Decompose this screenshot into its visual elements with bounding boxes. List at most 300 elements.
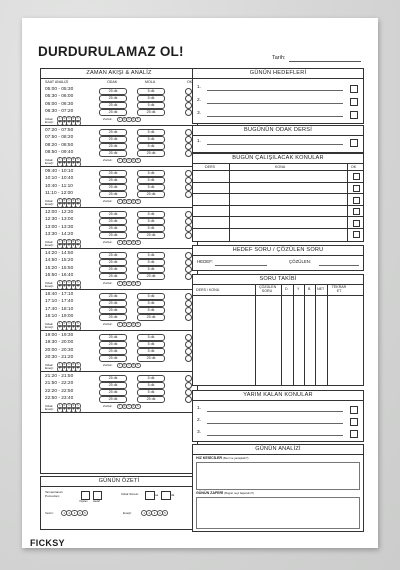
focus-duration-pill[interactable]: 25 dk [99, 259, 127, 266]
break-duration-pill[interactable]: 5 dk [137, 129, 165, 136]
time-slot[interactable]: 11:10 - 12:00 [45, 190, 73, 196]
difficulty-rating-dot[interactable]: 2 [122, 199, 128, 205]
break-duration-pill[interactable]: 25 dk [137, 273, 165, 280]
energy-rating-dot[interactable]: 5 [75, 243, 81, 249]
focus-duration-pill[interactable]: 25 dk [99, 150, 127, 157]
focus-duration-pill[interactable]: 25 dk [99, 355, 127, 362]
focus-rating-label: Odak: [45, 362, 54, 367]
time-slot[interactable]: 21:50 - 22:20 [45, 381, 74, 387]
energy-rating-dot[interactable]: 2 [62, 366, 68, 372]
focus-duration-pill[interactable]: 25 dk [99, 348, 127, 355]
time-slot[interactable]: 05:30 - 06:00 [45, 94, 74, 100]
done-checkbox[interactable] [185, 382, 192, 389]
unfinished-topic-line[interactable] [207, 411, 343, 412]
difficulty-rating-dot[interactable]: 3 [126, 404, 132, 410]
break-duration-pill[interactable]: 5 dk [137, 259, 165, 266]
done-checkbox[interactable] [185, 314, 192, 321]
difficulty-rating-dot[interactable]: 2 [122, 281, 128, 287]
focus-duration-pill[interactable]: 25 dk [99, 389, 127, 396]
break-duration-pill[interactable]: 5 dk [137, 177, 165, 184]
time-slot[interactable]: 07:50 - 08:20 [45, 135, 74, 141]
unfinished-topic-checkbox[interactable] [350, 406, 358, 414]
difficulty-rating-dot[interactable]: 1 [117, 363, 123, 369]
difficulty-rating-dot[interactable]: 1 [117, 117, 123, 123]
break-duration-pill[interactable]: 5 dk [137, 334, 165, 341]
energy-rating-dot[interactable]: 4 [71, 120, 77, 126]
energy-rating-dot[interactable]: 1 [57, 407, 63, 413]
focus-rating-dot[interactable]: 5 [75, 198, 81, 204]
topics-col-lesson: DERS [205, 165, 215, 169]
break-duration-pill[interactable]: 5 dk [137, 348, 165, 355]
done-checkbox[interactable] [185, 129, 192, 136]
energy-rating-dot[interactable]: 5 [75, 202, 81, 208]
difficulty-rating-dot[interactable]: 3 [126, 322, 132, 328]
focus-duration-pill[interactable]: 25 dk [99, 95, 127, 102]
difficulty-rating-dot[interactable]: 5 [135, 240, 141, 246]
energy-rating-dot[interactable]: 4 [71, 407, 77, 413]
done-checkbox[interactable] [185, 109, 192, 116]
time-slot[interactable]: 14:50 - 15:20 [45, 258, 74, 264]
energy-rating-dot[interactable]: 2 [62, 325, 68, 331]
energy-rating-dot[interactable]: 4 [71, 202, 77, 208]
energy-rating-dot[interactable]: 2 [62, 161, 68, 167]
focus-duration-pill[interactable]: 25 dk [99, 334, 127, 341]
focus-rating-dot[interactable]: 5 [75, 280, 81, 286]
difficulty-rating-dot[interactable]: 4 [131, 404, 137, 410]
unfinished-topic-checkbox[interactable] [350, 418, 358, 426]
break-duration-pill[interactable]: 25 dk [137, 396, 165, 403]
rating-dot[interactable]: 3 [151, 510, 157, 516]
done-checkbox[interactable] [185, 232, 192, 239]
focus-minutes-box[interactable] [161, 491, 171, 500]
qt-col-y: Y [297, 287, 300, 291]
energy-rating-dot[interactable]: 1 [57, 202, 63, 208]
topics-header-divider [193, 170, 363, 171]
focus-rating-dot[interactable]: 5 [75, 157, 81, 163]
energy-rating-dot[interactable]: 3 [66, 325, 72, 331]
break-duration-pill[interactable]: 5 dk [137, 252, 165, 259]
rating-dot[interactable]: 2 [146, 510, 152, 516]
focus-rating-dot[interactable]: 3 [66, 198, 72, 204]
difficulty-rating-dot[interactable]: 1 [117, 281, 123, 287]
difficulty-rating-dot[interactable]: 3 [126, 199, 132, 205]
time-slot[interactable]: 10:10 - 10:40 [45, 176, 74, 182]
focus-rating-dot[interactable]: 1 [57, 239, 63, 245]
done-checkbox[interactable] [185, 191, 192, 198]
time-slot[interactable]: 08:50 - 09:40 [45, 149, 74, 155]
topic-checkbox[interactable] [353, 197, 360, 204]
time-slot[interactable]: 12:00 - 12:30 [45, 210, 74, 215]
done-checkbox[interactable] [185, 136, 192, 143]
difficulty-rating-dot[interactable]: 3 [126, 281, 132, 287]
break-duration-pill[interactable]: 5 dk [137, 184, 165, 191]
time-slot[interactable]: 17:10 - 17:40 [45, 299, 74, 305]
difficulty-rating-dot[interactable]: 1 [117, 199, 123, 205]
energy-rating-dot[interactable]: 1 [57, 243, 63, 249]
energy-rating-dot[interactable]: 4 [71, 284, 77, 290]
difficulty-rating-dot[interactable]: 2 [122, 117, 128, 123]
done-checkbox[interactable] [185, 143, 192, 150]
rating-dot[interactable]: 4 [77, 510, 83, 516]
energy-rating-dot[interactable]: 3 [66, 366, 72, 372]
energy-rating-dot[interactable]: 1 [57, 120, 63, 126]
focus-rating-dot[interactable]: 3 [66, 239, 72, 245]
difficulty-rating-dot[interactable]: 4 [131, 117, 137, 123]
energy-rating-dot[interactable]: 3 [66, 120, 72, 126]
energy-rating-dot[interactable]: 1 [57, 325, 63, 331]
done-checkbox[interactable] [185, 259, 192, 266]
goal-checkbox[interactable] [350, 98, 358, 106]
topic-checkbox[interactable] [353, 220, 360, 227]
focus-duration-pill[interactable]: 25 dk [99, 225, 127, 232]
focus-rating-dot[interactable]: 3 [66, 362, 72, 368]
break-duration-pill[interactable]: 5 dk [137, 266, 165, 273]
target-field[interactable] [215, 265, 267, 266]
focus-rating-dot[interactable]: 3 [66, 116, 72, 122]
done-checkbox[interactable] [185, 225, 192, 232]
break-duration-pill[interactable]: 5 dk [137, 341, 165, 348]
break-duration-pill[interactable]: 5 dk [137, 102, 165, 109]
focus-rating-dot[interactable]: 3 [66, 157, 72, 163]
break-duration-pill[interactable]: 5 dk [137, 375, 165, 382]
focus-duration-pill[interactable]: 25 dk [99, 396, 127, 403]
difficulty-rating-dot[interactable]: 2 [122, 363, 128, 369]
focus-duration-pill[interactable]: 25 dk [99, 273, 127, 280]
difficulty-rating-dot[interactable]: 3 [126, 240, 132, 246]
difficulty-rating-dot[interactable]: 3 [126, 158, 132, 164]
focus-rating-dot[interactable]: 5 [75, 403, 81, 409]
focus-duration-pill[interactable]: 25 dk [99, 218, 127, 225]
break-duration-pill[interactable]: 5 dk [137, 211, 165, 218]
focus-rating-dot[interactable]: 5 [75, 362, 81, 368]
focus-rating-dot[interactable]: 1 [57, 116, 63, 122]
done-checkbox[interactable] [185, 300, 192, 307]
difficulty-rating-dot[interactable]: 4 [131, 158, 137, 164]
break-duration-pill[interactable]: 25 dk [137, 355, 165, 362]
topic-checkbox[interactable] [353, 231, 360, 238]
focus-duration-pill[interactable]: 25 dk [99, 252, 127, 259]
unfinished-topic-line[interactable] [207, 423, 343, 424]
minutes-unit: dk [171, 493, 175, 497]
time-slot[interactable]: 15:20 - 15:50 [45, 265, 74, 271]
difficulty-rating-dot[interactable]: 1 [117, 322, 123, 328]
energy-rating-dot[interactable]: 5 [75, 325, 81, 331]
rating-dot[interactable]: 1 [141, 510, 147, 516]
topic-checkbox[interactable] [353, 185, 360, 192]
energy-rating-dot[interactable]: 3 [66, 407, 72, 413]
focus-rating-dot[interactable]: 2 [62, 362, 68, 368]
energy-rating-dot[interactable]: 5 [75, 120, 81, 126]
focus-lesson-checkbox[interactable] [350, 139, 358, 147]
break-duration-pill[interactable]: 25 dk [137, 314, 165, 321]
focus-duration-pill[interactable]: 25 dk [99, 143, 127, 150]
target-pomodoro-box[interactable] [93, 491, 102, 500]
done-checkbox[interactable] [185, 184, 192, 191]
difficulty-rating-dot[interactable]: 1 [117, 404, 123, 410]
speed-killers-field[interactable] [196, 462, 360, 490]
focus-rating-dot[interactable]: 2 [62, 403, 68, 409]
focus-rating-dot[interactable]: 5 [75, 116, 81, 122]
rating-dot[interactable]: 5 [162, 510, 168, 516]
time-slot[interactable]: 06:30 - 07:20 [45, 108, 74, 114]
difficulty-rating-dot[interactable]: 4 [131, 363, 137, 369]
unfinished-topic-checkbox[interactable] [350, 430, 358, 438]
energy-rating-dot[interactable]: 1 [57, 284, 63, 290]
done-checkbox[interactable] [185, 266, 192, 273]
focus-hours-box[interactable] [145, 491, 155, 500]
time-slot[interactable]: 21:20 - 21:50 [45, 374, 74, 379]
date-field[interactable] [289, 61, 361, 62]
done-checkbox[interactable] [185, 334, 192, 341]
done-checkbox[interactable] [185, 375, 192, 382]
energy-rating-dot[interactable]: 3 [66, 161, 72, 167]
focus-duration-pill[interactable]: 25 dk [99, 375, 127, 382]
energy-rating-dot[interactable]: 1 [57, 366, 63, 372]
focus-rating-dot[interactable]: 4 [71, 403, 77, 409]
done-checkbox[interactable] [185, 170, 192, 177]
break-duration-pill[interactable]: 25 dk [137, 191, 165, 198]
rating-dot[interactable]: 4 [157, 510, 163, 516]
break-duration-pill[interactable]: 5 dk [137, 95, 165, 102]
time-slot[interactable]: 12:30 - 13:00 [45, 217, 74, 223]
focus-rating-dot[interactable]: 2 [62, 321, 68, 327]
qt-col-b: B [308, 287, 311, 291]
unfinished-topic-line[interactable] [207, 435, 343, 436]
focus-rating-dot[interactable]: 1 [57, 321, 63, 327]
schedule-header: ZAMAN AKIŞI & ANALİZ [41, 69, 197, 79]
focus-duration-pill[interactable]: 25 dk [99, 184, 127, 191]
solved-field[interactable] [319, 265, 359, 266]
break-duration-pill[interactable]: 5 dk [137, 88, 165, 95]
energy-rating-dot[interactable]: 5 [75, 161, 81, 167]
energy-rating-dot[interactable]: 3 [66, 202, 72, 208]
energy-rating-dot[interactable]: 3 [66, 243, 72, 249]
break-duration-pill[interactable]: 5 dk [137, 382, 165, 389]
energy-rating-dot[interactable]: 2 [62, 243, 68, 249]
energy-rating-dot[interactable]: 5 [75, 284, 81, 290]
focus-duration-pill[interactable]: 25 dk [99, 300, 127, 307]
done-checkbox[interactable] [185, 218, 192, 225]
focus-rating-dot[interactable]: 1 [57, 157, 63, 163]
focus-lesson-line[interactable] [207, 144, 343, 145]
energy-rating-label: Enerji: [45, 120, 54, 125]
focus-rating-dot[interactable]: 1 [57, 198, 63, 204]
time-slot[interactable]: 05:00 - 05:30 [45, 87, 74, 92]
time-slot[interactable]: 10:40 - 11:10 [45, 183, 73, 189]
focus-rating-dot[interactable]: 1 [57, 362, 63, 368]
focus-duration-pill[interactable]: 25 dk [99, 232, 127, 239]
rating-dot[interactable]: 5 [82, 510, 88, 516]
done-checkbox[interactable] [185, 348, 192, 355]
done-checkbox[interactable] [185, 389, 192, 396]
focus-rating-dot[interactable]: 1 [57, 280, 63, 286]
energy-rating-dot[interactable]: 5 [75, 407, 81, 413]
focus-rating-dot[interactable]: 2 [62, 198, 68, 204]
energy-rating-dot[interactable]: 4 [71, 325, 77, 331]
focus-duration-pill[interactable]: 25 dk [99, 129, 127, 136]
focus-rating-dot[interactable]: 2 [62, 157, 68, 163]
goal-line[interactable] [207, 116, 343, 117]
topic-checkbox[interactable] [353, 208, 360, 215]
focus-rating-dot[interactable]: 4 [71, 198, 77, 204]
time-slot[interactable]: 22:50 - 23:40 [45, 395, 74, 401]
difficulty-rating-dot[interactable]: 4 [131, 322, 137, 328]
done-checkbox[interactable] [185, 95, 192, 102]
energy-rating-label: Enerji: [45, 161, 54, 166]
time-slot[interactable]: 20:00 - 20:30 [45, 347, 74, 353]
focus-duration-pill[interactable]: 25 dk [99, 136, 127, 143]
difficulty-rating-dot[interactable]: 2 [122, 158, 128, 164]
difficulty-rating-dot[interactable]: 3 [126, 117, 132, 123]
focus-rating-dot[interactable]: 4 [71, 157, 77, 163]
break-duration-pill[interactable]: 5 dk [137, 293, 165, 300]
done-checkbox[interactable] [185, 102, 192, 109]
focus-rating-dot[interactable]: 4 [71, 116, 77, 122]
solved-label-text: ÇÖZÜLEN: [289, 259, 312, 264]
focus-rating-dot[interactable]: 2 [62, 239, 68, 245]
rating-dot[interactable]: 3 [71, 510, 77, 516]
break-duration-pill[interactable]: 25 dk [137, 232, 165, 239]
difficulty-rating-dot[interactable]: 5 [135, 117, 141, 123]
focus-rating-dot[interactable]: 5 [75, 239, 81, 245]
focus-rating-dot[interactable]: 5 [75, 321, 81, 327]
focus-duration-pill[interactable]: 25 dk [99, 307, 127, 314]
focus-duration-pill[interactable]: 25 dk [99, 177, 127, 184]
time-slot[interactable]: 15:50 - 16:40 [45, 272, 74, 278]
difficulty-rating-dot[interactable]: 5 [135, 158, 141, 164]
difficulty-rating-dot[interactable]: 1 [117, 240, 123, 246]
energy-rating-dot[interactable]: 5 [75, 366, 81, 372]
focus-rating-dot[interactable]: 3 [66, 403, 72, 409]
difficulty-rating-dot[interactable]: 5 [135, 404, 141, 410]
time-slot[interactable]: 14:20 - 14:50 [45, 251, 74, 256]
energy-rating-dot[interactable]: 2 [62, 284, 68, 290]
difficulty-rating-dot[interactable]: 2 [122, 240, 128, 246]
focus-duration-pill[interactable]: 25 dk [99, 314, 127, 321]
victory-field[interactable] [196, 497, 360, 529]
break-duration-pill[interactable]: 5 dk [137, 300, 165, 307]
break-duration-pill[interactable]: 5 dk [137, 389, 165, 396]
break-duration-pill[interactable]: 5 dk [137, 225, 165, 232]
time-slot[interactable]: 19:00 - 19:30 [45, 333, 74, 338]
topic-checkbox[interactable] [353, 173, 360, 180]
time-slot[interactable]: 17:40 - 18:10 [45, 306, 74, 312]
focus-duration-pill[interactable]: 25 dk [99, 88, 127, 95]
focus-duration-pill[interactable]: 25 dk [99, 266, 127, 273]
difficulty-rating-dot[interactable]: 5 [135, 199, 141, 205]
focus-rating-dot[interactable]: 4 [71, 321, 77, 327]
difficulty-rating-dot[interactable]: 3 [126, 363, 132, 369]
break-duration-pill[interactable]: 5 dk [137, 136, 165, 143]
goal-checkbox[interactable] [350, 111, 358, 119]
goal-line[interactable] [207, 103, 343, 104]
time-slot[interactable]: 09:40 - 10:10 [45, 169, 74, 174]
rating-dot[interactable]: 2 [66, 510, 72, 516]
done-checkbox[interactable] [185, 150, 192, 157]
time-slot[interactable]: 08:20 - 08:50 [45, 142, 74, 148]
difficulty-rating-dot[interactable]: 1 [117, 158, 123, 164]
done-checkbox[interactable] [185, 307, 192, 314]
goal-line[interactable] [207, 90, 343, 91]
energy-rating-dot[interactable]: 3 [66, 284, 72, 290]
focus-rating-dot[interactable]: 2 [62, 116, 68, 122]
time-slot[interactable]: 06:00 - 06:30 [45, 101, 74, 107]
focus-rating-dot[interactable]: 1 [57, 403, 63, 409]
done-checkbox[interactable] [185, 341, 192, 348]
break-duration-pill[interactable]: 5 dk [137, 307, 165, 314]
difficulty-rating-dot[interactable]: 2 [122, 322, 128, 328]
difficulty-rating-dot[interactable]: 4 [131, 199, 137, 205]
rating-dot[interactable]: 1 [61, 510, 67, 516]
unfinished-topic-number: 2. [197, 418, 202, 423]
time-slot[interactable]: 16:40 - 17:10 [45, 292, 74, 297]
focus-rating-dot[interactable]: 4 [71, 239, 77, 245]
break-duration-pill[interactable]: 5 dk [137, 143, 165, 150]
energy-rating-dot[interactable]: 2 [62, 202, 68, 208]
difficulty-rating-dot[interactable]: 5 [135, 322, 141, 328]
time-slot[interactable]: 20:30 - 21:20 [45, 354, 74, 360]
energy-rating-dot[interactable]: 2 [62, 407, 68, 413]
done-checkbox[interactable] [185, 355, 192, 362]
done-checkbox[interactable] [185, 293, 192, 300]
difficulty-rating-dot[interactable]: 4 [131, 240, 137, 246]
energy-rating-dot[interactable]: 1 [57, 161, 63, 167]
break-duration-pill[interactable]: 25 dk [137, 150, 165, 157]
energy-rating-dot[interactable]: 2 [62, 120, 68, 126]
time-slot[interactable]: 18:10 - 19:00 [45, 313, 74, 319]
focus-duration-pill[interactable]: 25 dk [99, 102, 127, 109]
focus-rating-dot[interactable]: 4 [71, 280, 77, 286]
focus-duration-pill[interactable]: 25 dk [99, 341, 127, 348]
time-slot[interactable]: 22:20 - 22:50 [45, 388, 74, 394]
time-slot[interactable]: 13:00 - 13:30 [45, 224, 74, 230]
difficulty-rating-dot[interactable]: 5 [135, 363, 141, 369]
done-checkbox[interactable] [185, 396, 192, 403]
energy-rating-dot[interactable]: 4 [71, 161, 77, 167]
break-duration-pill[interactable]: 25 dk [137, 109, 165, 116]
focus-duration-pill[interactable]: 25 dk [99, 191, 127, 198]
focus-duration-pill[interactable]: 25 dk [99, 293, 127, 300]
done-checkbox[interactable] [185, 88, 192, 95]
energy-rating-dot[interactable]: 4 [71, 243, 77, 249]
break-duration-pill[interactable]: 5 dk [137, 170, 165, 177]
time-slot[interactable]: 13:30 - 14:20 [45, 231, 74, 237]
time-slot[interactable]: 07:20 - 07:50 [45, 128, 74, 133]
difficulty-rating-dot[interactable]: 4 [131, 281, 137, 287]
done-checkbox[interactable] [185, 177, 192, 184]
time-slot[interactable]: 19:30 - 20:00 [45, 340, 74, 346]
focus-duration-pill[interactable]: 25 dk [99, 211, 127, 218]
difficulty-rating-dot[interactable]: 5 [135, 281, 141, 287]
col-time-header: SAAT ANALİZİ [45, 80, 69, 84]
done-checkbox[interactable] [185, 211, 192, 218]
focus-duration-pill[interactable]: 25 dk [99, 382, 127, 389]
focus-rating-dot[interactable]: 2 [62, 280, 68, 286]
energy-rating-dot[interactable]: 4 [71, 366, 77, 372]
break-duration-pill[interactable]: 5 dk [137, 218, 165, 225]
focus-duration-pill[interactable]: 25 dk [99, 109, 127, 116]
focus-rating-dot[interactable]: 3 [66, 321, 72, 327]
topics-col-ok: OK [351, 165, 357, 169]
done-checkbox[interactable] [185, 273, 192, 280]
focus-rating-dot[interactable]: 3 [66, 280, 72, 286]
difficulty-rating-dot[interactable]: 2 [122, 404, 128, 410]
focus-rating-dot[interactable]: 4 [71, 362, 77, 368]
focus-duration-pill[interactable]: 25 dk [99, 170, 127, 177]
done-checkbox[interactable] [185, 252, 192, 259]
goal-checkbox[interactable] [350, 85, 358, 93]
block-divider [41, 371, 197, 372]
